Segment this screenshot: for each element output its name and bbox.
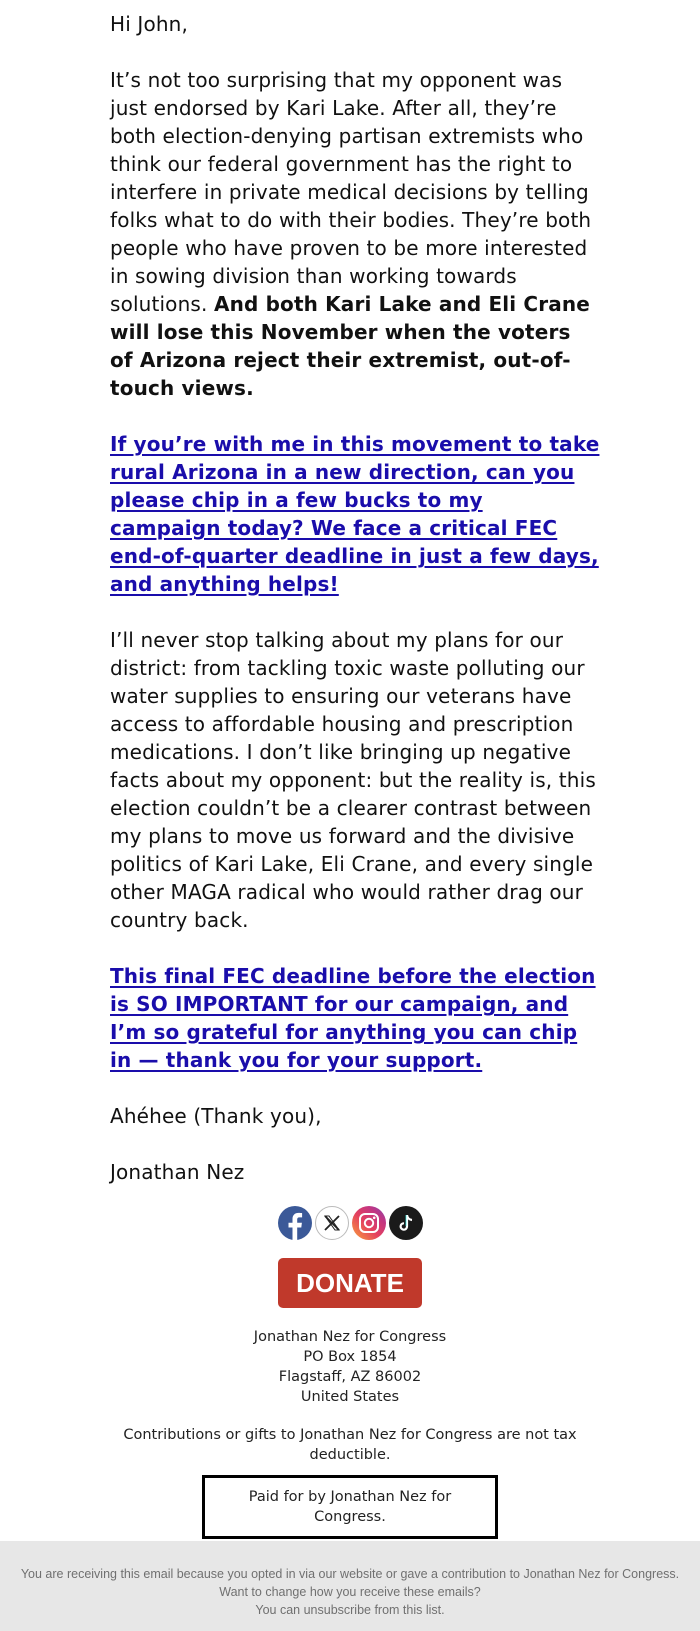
- greeting: Hi John,: [110, 12, 188, 36]
- footer-notice: You are receiving this email because you opted in via our website or gave a contribution to Jonathan Nez for Congress. Want to change how you receive these emails?: [20, 1567, 680, 1599]
- instagram-icon[interactable]: [352, 1206, 386, 1240]
- signature: Jonathan Nez: [110, 1160, 245, 1184]
- paragraph-endorsement-bold: And both Kari Lake and Eli Crane will lose this November when the voters of Arizona reject their extremist, out-of-touch views.: [110, 292, 591, 400]
- unsubscribe-text[interactable]: You can unsubscribe from this list.: [255, 1603, 445, 1617]
- paragraph-endorsement: [110, 66, 600, 402]
- paragraph-endorsement-text: It’s not too surprising that my opponent was just endorsed by Kari Lake. After all, they’re both election-denying partisan extremists who think our federal government has the right to interfere in private medical decisions by telling folks what to do with their bodies. They’re both people who have proven to be more interested in sowing division than working towards solutions.: [110, 68, 592, 316]
- address-org: Jonathan Nez for Congress: [253, 1329, 447, 1345]
- email-footer: [0, 1541, 700, 1631]
- tiktok-icon[interactable]: [389, 1206, 423, 1240]
- mailing-address: [100, 1327, 600, 1407]
- x-icon[interactable]: [315, 1206, 349, 1240]
- email-body: [110, 10, 600, 1186]
- address-line-1: PO Box 1854: [303, 1349, 397, 1365]
- donate-link-2[interactable]: This final FEC deadline before the election is SO IMPORTANT for our campaign, and I’m so grateful for anything you can chip in — thank you for your support.: [110, 964, 596, 1072]
- cta-paragraph-1: [110, 430, 600, 598]
- address-line-2: Flagstaff, AZ 86002: [278, 1369, 422, 1385]
- donate-button[interactable]: DONATE: [278, 1258, 422, 1308]
- cta-paragraph-2: [110, 962, 600, 1074]
- paragraph-plans: I’ll never stop talking about my plans for our district: from tackling toxic waste polluting our water supplies to ensuring our veterans have access to affordable housing and prescription medications. I don’t like bringing up negative facts about my opponent: but the reality is, this election couldn’t be a clearer contrast between my plans to move us forward and the divisive politics of Kari Lake, Eli Crane, and every single other MAGA radical who would rather drag our country back.: [110, 628, 596, 932]
- signoff: Ahéhee (Thank you),: [110, 1104, 322, 1128]
- donate-link-1[interactable]: If you’re with me in this movement to take rural Arizona in a new direction, can you please chip in a few bucks to my campaign today? We face a critical FEC end-of-quarter deadline in just a few days, and anything helps!: [110, 432, 600, 596]
- social-links: [278, 1206, 424, 1240]
- address-country: United States: [300, 1389, 400, 1405]
- paid-for-box: [202, 1475, 498, 1539]
- paid-for-text: Paid for by Jonathan Nez for Congress.: [248, 1489, 452, 1525]
- tax-disclaimer: Contributions or gifts to Jonathan Nez for Congress are not tax deductible.: [123, 1427, 577, 1463]
- facebook-icon[interactable]: [278, 1206, 312, 1240]
